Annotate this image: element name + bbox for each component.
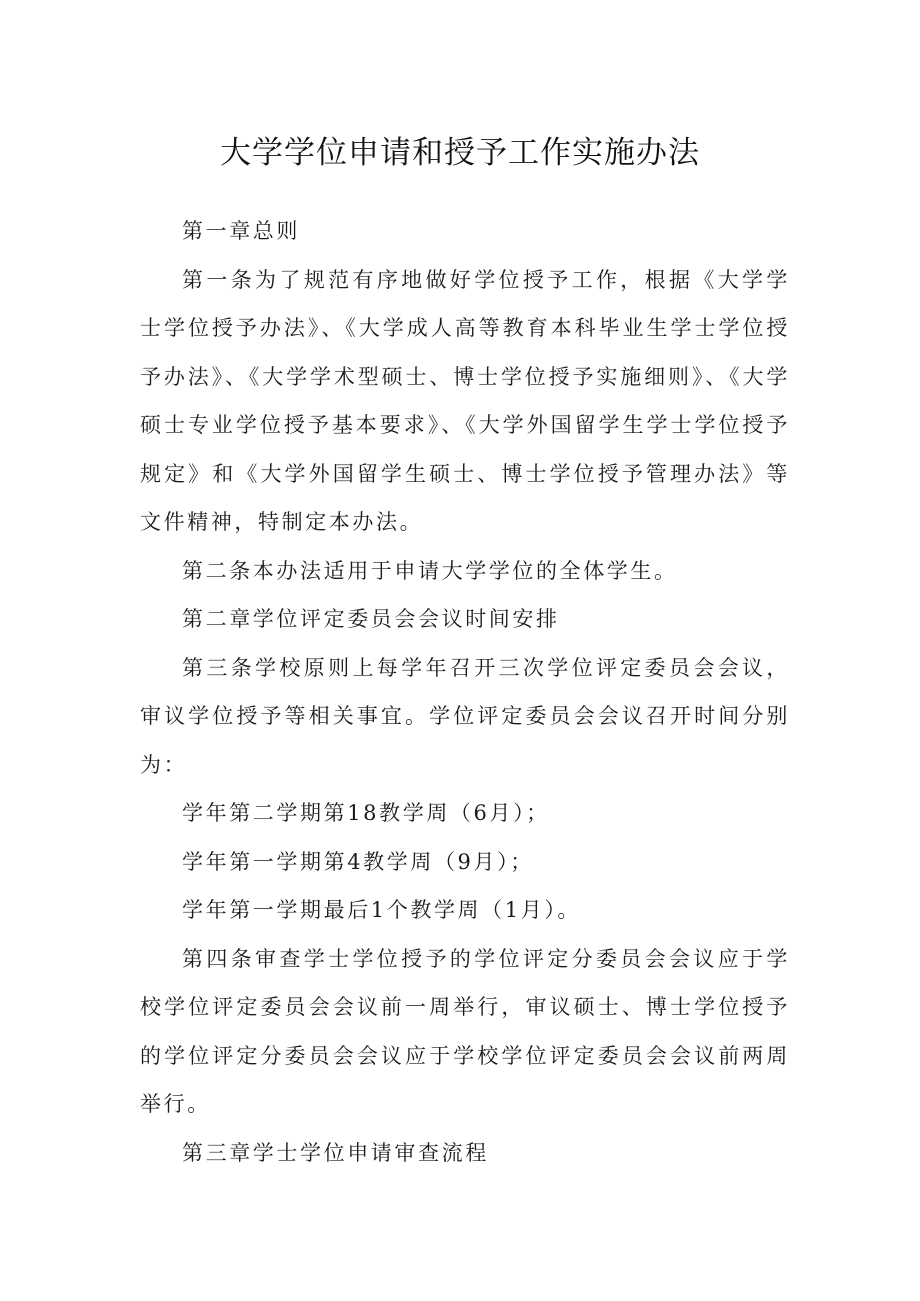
meeting-time-2: 学年第一学期第4教学周（9月）； [182,849,534,874]
document-body [140,207,790,1177]
article-3: 第三条学校原则上每学年召开三次学位评定委员会会议，审议学位授予等相关事宜。学位评定委员会会议召开时间分别为： [140,655,790,777]
article-1: 第一条为了规范有序地做好学位授予工作，根据《大学学士学位授予办法》、《大学成人高等教育本科毕业生学士学位授予办法》、《大学学术型硕士、博士学位授予实施细则》、《大学硕士专业学位授予基本要求》、《大学外国留学生学士学位授予规定》和《大学外国留学生硕士、博士学位授予管理办法》等文件精神，特制定本办法。 [140,267,790,534]
chapter-3-heading: 第三章学士学位申请审查流程 [182,1140,489,1165]
meeting-time-3: 学年第一学期最后1个教学周（1月）。 [182,898,582,922]
chapter-1-heading: 第一章总则 [182,219,300,243]
article-2: 第二条本办法适用于申请大学学位的全体学生。 [182,558,678,583]
chapter-2-heading: 第二章学位评定委员会会议时间安排 [182,607,560,631]
meeting-time-1: 学年第二学期第18教学周（6月）； [182,801,550,825]
article-4: 第四条审查学士学位授予的学位评定分委员会会议应于学校学位评定委员会会议前一周举行，审议硕士、博士学位授予的学位评定分委员会会议应于学校学位评定委员会会议前两周举行。 [140,946,790,1116]
document-title: 大学学位申请和授予工作实施办法 [220,135,700,171]
